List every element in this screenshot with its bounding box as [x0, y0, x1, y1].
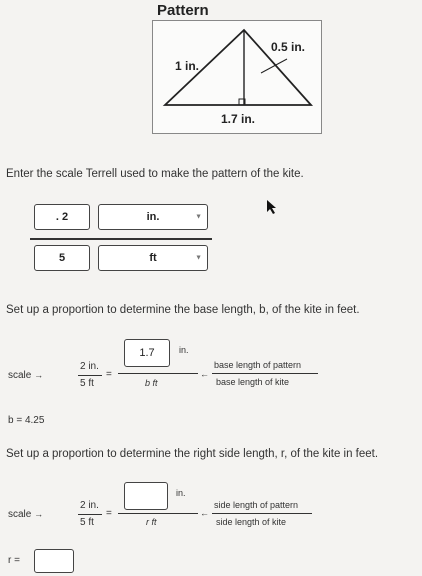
- q2-scale-label: scale →: [8, 370, 44, 381]
- q3-equals: =: [106, 508, 112, 519]
- q2-legend-bar: [212, 373, 318, 374]
- q3-unit-label: in.: [176, 488, 186, 498]
- q3-scale-numerator: 2 in.: [80, 500, 99, 511]
- question1-prompt: Enter the scale Terrell used to make the pattern of the kite.: [6, 168, 304, 180]
- q2-equals: =: [106, 369, 112, 380]
- left-side-label: 1 in.: [175, 59, 200, 73]
- leader-line: [261, 59, 287, 73]
- q3-legend-numerator: side length of pattern: [214, 500, 299, 510]
- q3-scale-denominator: 5 ft: [80, 517, 94, 528]
- q2-fraction-bar: [118, 373, 198, 374]
- arrow-right-icon: →: [34, 370, 44, 380]
- base-label: 1.7 in.: [221, 112, 256, 126]
- q2-result: b = 4.25: [8, 415, 45, 426]
- q3-side-input[interactable]: [124, 482, 168, 510]
- q2-legend-denominator: base length of kite: [216, 377, 290, 387]
- q3-fraction-bar: [118, 513, 198, 514]
- arrow-right-icon: →: [34, 509, 44, 519]
- kite-figure: [152, 20, 322, 134]
- denominator-unit-text: ft: [149, 252, 157, 264]
- scale-numerator-unit-select[interactable]: [98, 204, 208, 230]
- q3-legend-denominator: side length of kite: [216, 517, 287, 527]
- chevron-down-icon: ▼: [195, 254, 202, 262]
- q2-base-input[interactable]: 1.7: [124, 339, 170, 367]
- q3-result-input[interactable]: [34, 549, 74, 573]
- numerator-unit-text: in.: [146, 211, 160, 223]
- arrow-left-icon: ←: [200, 508, 209, 518]
- mouse-cursor-icon: [266, 199, 278, 215]
- q2-scale-denominator: 5 ft: [80, 378, 94, 389]
- scale-denominator-unit-select[interactable]: [98, 245, 208, 271]
- q2-denominator: b ft: [145, 378, 158, 388]
- q3-result-label: r =: [8, 555, 20, 566]
- question2-prompt: Set up a proportion to determine the base length, b, of the kite in feet.: [6, 304, 360, 316]
- q3-scale-fraction-bar: [78, 514, 102, 515]
- question3-prompt: Set up a proportion to determine the right side length, r, of the kite in feet.: [6, 448, 379, 460]
- chevron-down-icon: ▼: [195, 213, 202, 221]
- q2-scale-numerator: 2 in.: [80, 361, 99, 372]
- scale-fraction-bar: [30, 238, 212, 240]
- arrow-left-icon: ←: [200, 369, 209, 379]
- q3-legend-bar: [212, 513, 312, 514]
- right-side-label: 0.5 in.: [271, 40, 306, 54]
- q3-denominator: r ft: [146, 517, 157, 527]
- q2-scale-fraction-bar: [78, 375, 102, 376]
- figure-title: Pattern: [157, 2, 209, 19]
- q2-legend-numerator: base length of pattern: [214, 360, 302, 370]
- scale-denominator-input[interactable]: 5: [34, 245, 90, 271]
- q2-unit-label: in.: [179, 345, 189, 355]
- scale-numerator-input[interactable]: . 2: [34, 204, 90, 230]
- q3-scale-label: scale →: [8, 509, 44, 520]
